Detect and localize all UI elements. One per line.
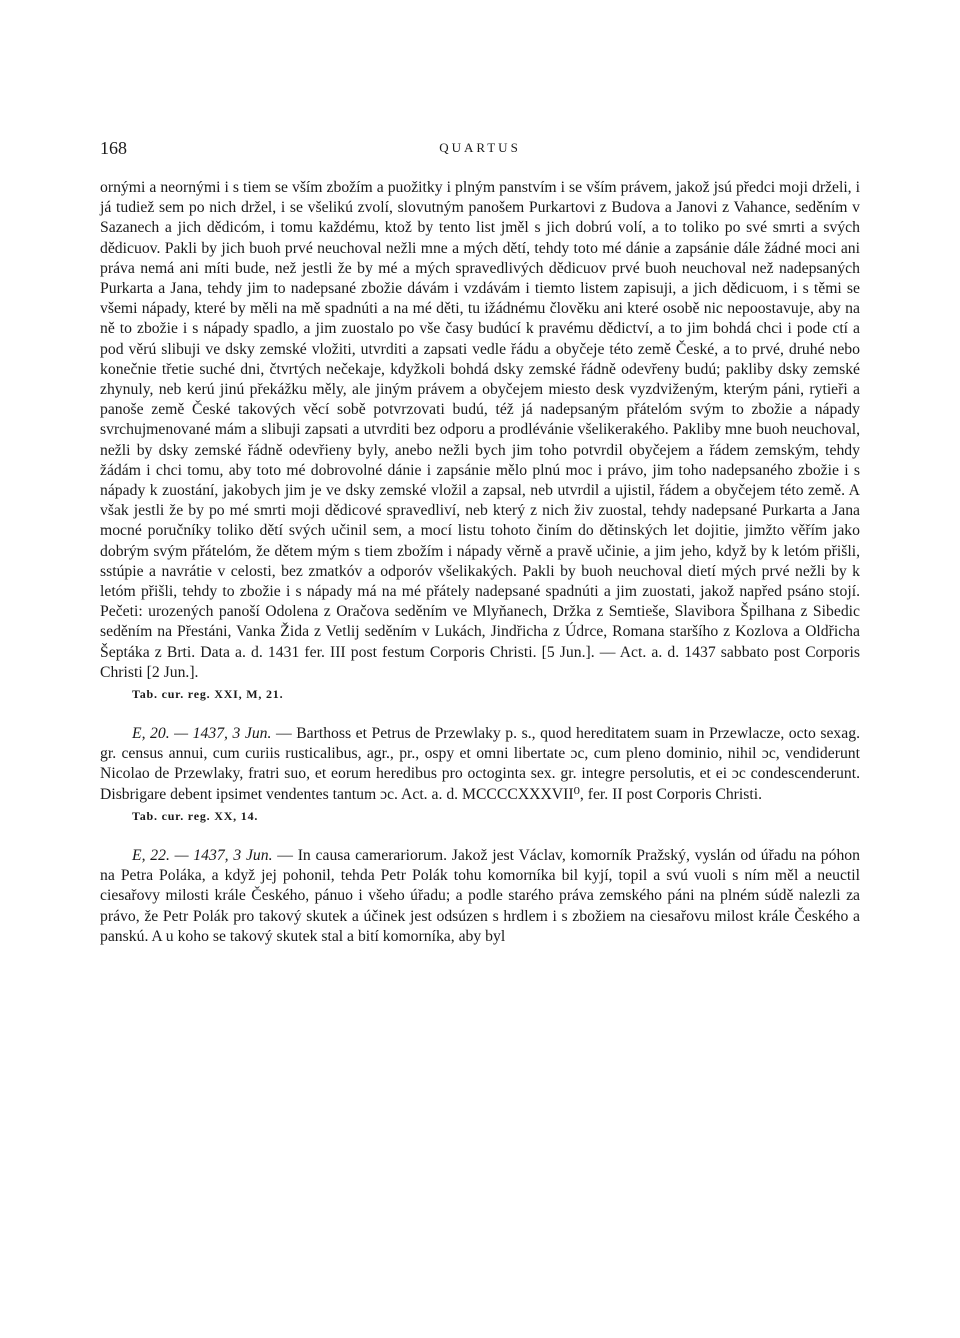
page-body [100, 178, 860, 947]
page-header [100, 138, 860, 162]
running-title: QUARTUS [439, 140, 521, 155]
entry-paragraph [100, 724, 860, 805]
entry-text: — Barthoss et Petrus de Przewlaky p. s., quod hereditatem suam in Przewlacze, octo sexag. gr. census annui, cum curiis rusticalibus, agr., pr., ospy et omni libertate ɔc, cum pleno dominio, nihil ɔc, vendiderunt Nicolao de Przewlaky, fratri suo, et eorum heredibus pro octoginta sex. gr. integre persolutis, et ei ɔc condescenderunt. Disbrigare debent ipsimet vendentes tantum ɔc. Act. a. d. MCCCCXXXVII⁰, fer. II post Corporis Christi. [100, 725, 860, 803]
page-number: 168 [100, 138, 127, 158]
entry-text: — In causa camerariorum. Jakož jest Václav, komorník Pražský, vyslán od úřadu na póhon na Petra Poláka, a když jej pohonil, tehda Petr Polák tohu komorníka bil kyjí, topil a svú vuoli s ním měl a neuctil ciesařovy milosti krále Českého, pánuo i všeho úřadu; a podle starého práva zemského páni na plném súdě nalezli za právo, že Petr Polák pro takový skutek a účinek jest odsúzen s hrdlem i s zbožiem na ciesařovu milost krále Českého a panskú. A u koho se takový skutek stal a bití komorníka, aby byl [100, 846, 860, 945]
entry-reference: E, 22. — 1437, 3 Jun. [132, 846, 273, 864]
entry-reference: E, 20. — 1437, 3 Jun. [132, 725, 272, 743]
continuation-paragraph: ornými a neornými i s tiem se vším zbožím a puožitky i plným panstvím i se vším právem, jakož jsú předci moji drželi, i já tudiež sem po nich držel, i se všelikú zvolí, slovutným panošem Purkartovi z Budova a Janovi z Vahance, seděním v Sazanech a jich dědicóm, i tomu každému, ktož by tento list jměl s jich dobrú volí, a to toliko po své smrti a svých dědicuov. Pakli by jich buoh prvé neuchoval nežli mne a mých dětí, tehdy toto mé dánie a zapsánie dále žádné moci ani práva nemá ani míti bude, než jestli že by mé a mých spravedlivých dědicuov prvé buoh neuchoval než nadepsaných Purkarta a Jana, tehdy jim to nadepsané zbožie dávám i vzdávám i tiemto listem zapisuji, a jich dědicuom, i s těmi se všemi nápady, které by měli na mě spadnúti a na mé děti, tu ižádnému člověku ani které osobě nic nepoostavuje, aby na ně to zbožie i s nápady spadlo, a jim zuostalo po vše časy budúcí k pravému dědictví, a to jim bohdá chci i pode ctí a pod věrú slibuji ve dsky zemské vložiti, utvrditi a zapsati vedle řádu a obyčeje této země České, a to prvé, druhé nebo konečnie třetie suché dni, čtvrtých nečekaje, kdyžkoli bohdá dsky zemské řádně odevřeny budú; pakliby dsky zemské zhynuly, neb kerú jinú překážku měly, ale jiným právem a obyčejem miesto desk vyzdviženým, kterým páni, rytieři a panoše země České takových věcí sobě potvrzovati budú, též já nadepsaným přátelóm svým to zbožie a nápady svrchujmenované mám a slibuji zapsati a utvrditi bez odporu a prodlévánie všelikerakého. Pakliby mne buoh neuchoval, nežli by dsky zemské řádně odevřieny byly, anebo nežli bych jim toho potvrdil obyčejem a řádem zemským, tehdy žádám i chci tomu, aby toto mé dobrovolné dánie i zapsánie mělo plnú moc i právo, jim toho nadepsaného zbožie i s nápady k zuostání, jakobych jim je ve dsky zemské vložil a zapsal, neb utvrdil a ujistil, řádem a obyčejem této země. A však jestli že by po mé smrti moji dědicové spravedliví, neb který z nich živ zuostal, tehdy nadepsané Purkarta a Jana mocné poručníky toliko dětí svých učinil sem, a mocí listu tohoto činím do dětinských let dojitie, jimžto věřím jako dobrým svým přátelóm, že dětem mým s tiem zbožím i nápady věrně a pravě učinie, a jim jeho, když by k letóm přišli, sstúpie a navrátie v celosti, bez zmatkóv a odporóv všelikakých. Pakli by buoh neuchoval dietí mých prvé nežli by k letóm přišli, tehdy to zbožie i s nápady má na mé přátely nadepsané spadnúti a jim zuostati, jakož napřed psáno stojí. Pečeti: urozených panoší Odolena z Oračova seděním ve Mlyňanech, Držka z Semtieše, Slavibora Špilhana z Sibedic seděním na Přestáni, Vanka Žida z Vetlij seděním v Lukách, Jindřicha z Údrce, Romana staršího z Kozlova a Oldřicha Šeptáka z Brti. Data a. d. 1431 fer. III post festum Corporis Christi. [5 Jun.]. — Act. a. d. 1437 sabbato post Corporis Christi [2 Jun.]. [100, 179, 860, 681]
source-citation: Tab. cur. reg. XXI, M, 21. [132, 687, 284, 702]
entry-paragraph [100, 846, 860, 947]
source-citation: Tab. cur. reg. XX, 14. [132, 808, 259, 823]
